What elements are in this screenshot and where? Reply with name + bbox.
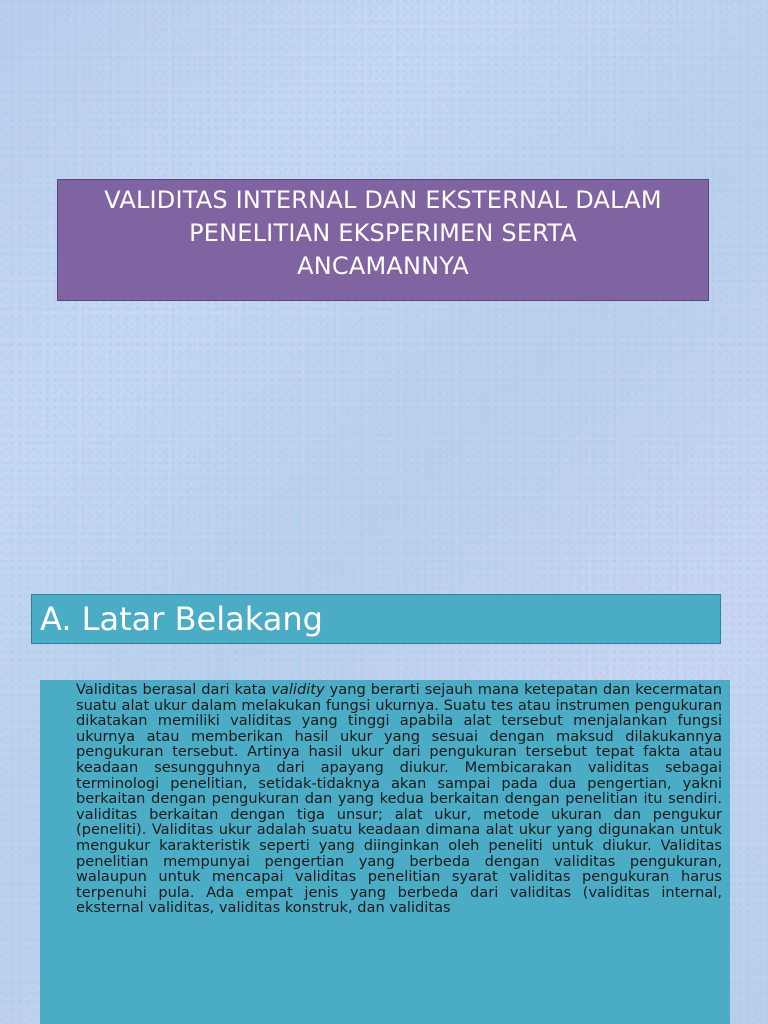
body-text-box [40,680,730,1024]
title-box [57,179,709,301]
paragraph-italic-term: validity [271,681,325,698]
section-heading: A. Latar Belakang [31,594,721,644]
title-line-3: ANCAMANNYA [297,252,469,280]
slide-latar-belakang [0,512,768,1024]
paragraph-prefix: Validitas berasal dari kata [76,681,272,698]
title-line-2: PENELITIAN EKSPERIMEN SERTA [189,219,577,247]
title-line-1: VALIDITAS INTERNAL DAN EKSTERNAL DALAM [104,186,662,214]
paragraph-body: yang berarti sejauh mana ketepatan dan kecermatan suatu alat ukur dalam melakukan fungsi ukurnya. Suatu tes atau instrumen pengukuran dikatakan memiliki validitas yang tinggi apabila alat tersebut menjalankan fungsi ukurnya atau memberikan hasil ukur yang sesuai dengan maksud dilakukannya pengukuran tersebut. Artinya hasil ukur dari pengukuran tersebut tepat fakta atau keadaan sesungguhnya dari apayang diukur. Membicarakan validitas sebagai terminologi penelitian, setidak-tidaknya akan sampai pada dua pengertian, yakni berkaitan dengan pengukuran dan yang kedua berkaitan dengan penelitian itu sendiri. validitas berkaitan dengan tiga unsur; alat ukur, metode ukuran dan pengukur (peneliti). Validitas ukur adalah suatu keadaan dimana alat ukur yang digunakan untuk mengukur karakteristik seperti yang diinginkan oleh peneliti untuk diukur. Validitas penelitian mempunyai pengertian yang berbeda dengan validitas pengukuran, walaupun untuk mencapai validitas penelitian syarat validitas pengukuran harus terpenuhi pula. Ada empat jenis yang berbeda dari validitas (validitas internal, eksternal validitas, validitas konstruk, dan validitas [76,681,722,917]
